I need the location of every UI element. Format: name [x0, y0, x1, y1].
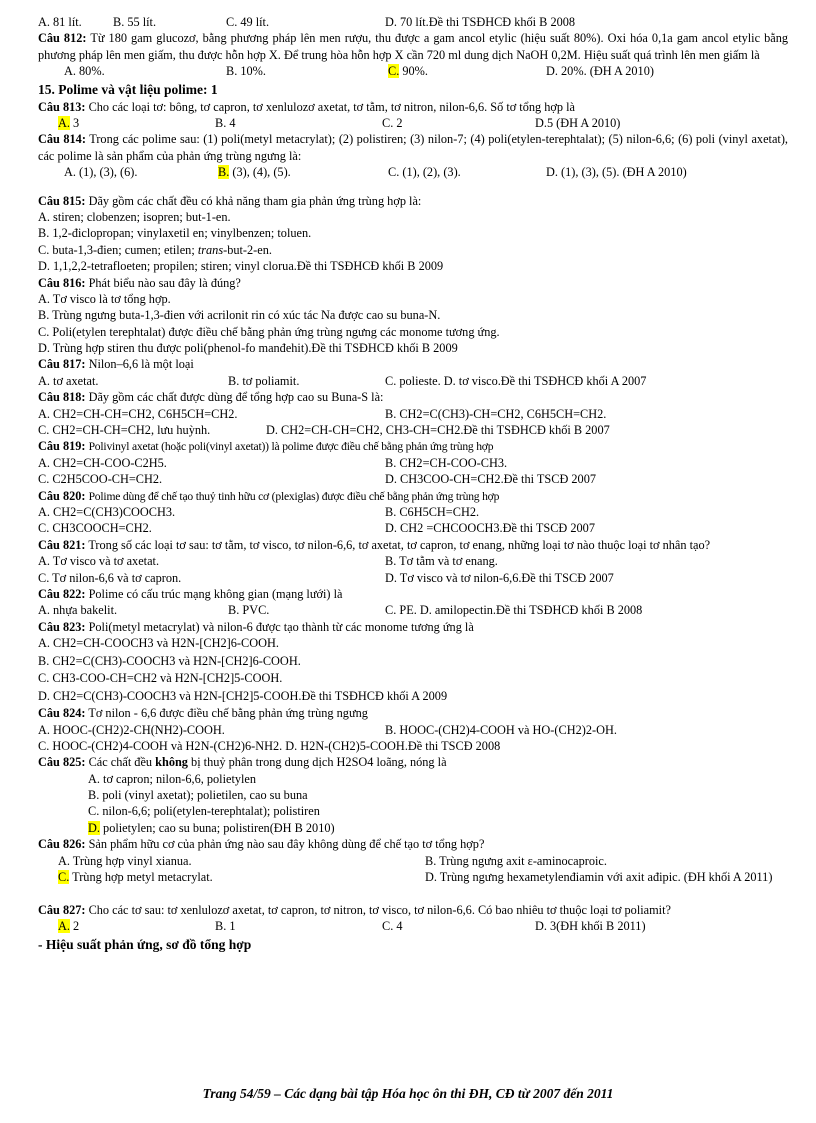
q813-stem	[38, 99, 788, 115]
q813-option-b: B. 4	[215, 115, 236, 130]
q827-option-a: A. 2	[58, 919, 80, 934]
highlighted-answer: A.	[58, 919, 70, 934]
q814-text: Trong các polime sau: (1) poli(metyl metacrylat); (2) polistiren; (3) nilon-7; (4) poli(etylen-terephtalat); (5) nilon-6,6; (6) poli (vinyl axetat), các polime là sản phẩm của phản ứng trùng ngưng là:	[38, 132, 789, 163]
q818-options-cd	[38, 422, 788, 438]
section-heading: 15. Polime và vật liệu polime: 1	[38, 81, 218, 97]
q817-option-b: B. tơ poliamit.	[228, 373, 300, 388]
q814-option-b: B. (3), (4), (5).	[218, 165, 291, 180]
q819-option-a: A. CH2=CH-COO-C2H5.	[38, 455, 167, 470]
q818-option-d: D. CH2=CH-CH=CH2, CH3-CH=CH2.Đề thi TSĐHCĐ khối B 2007	[266, 423, 610, 438]
q820-option-c: C. CH3COOCH=CH2.	[38, 521, 152, 536]
q811-option-d: D. 70 lít.Đề thi TSĐHCĐ khối B 2008	[385, 15, 576, 29]
q820-option-d: D. CH2 =CHCOOCH3.Đề thi TSCĐ 2007	[385, 521, 595, 536]
q821-option-c: C. Tơ nilon-6,6 và tơ capron.	[38, 570, 182, 585]
q816-number: Câu 816:	[38, 275, 86, 290]
q813-options	[38, 115, 788, 131]
q824-options-cd: C. HOOC-(CH2)4-COOH và H2N-(CH2)6-NH2. D. H2N-(CH2)5-COOH.Đề thi TSCĐ 2008	[38, 738, 501, 753]
q817-options	[38, 373, 788, 389]
q818-options-ab	[38, 406, 788, 422]
q822-stem	[38, 586, 788, 602]
q813-option-d: D.5 (ĐH A 2010)	[535, 115, 621, 130]
q817-number: Câu 817:	[38, 357, 86, 372]
q813-number: Câu 813:	[38, 99, 86, 114]
highlighted-answer: C.	[58, 870, 70, 885]
q824-option-a: A. HOOC-(CH2)2-CH(NH2)-COOH.	[38, 722, 225, 737]
q825-option-d: D. polietylen; cao su buna; polistiren(ĐH B 2010)	[88, 820, 335, 835]
q821-option-a: A. Tơ visco và tơ axetat.	[38, 554, 160, 569]
q814-option-c: C. (1), (2), (3).	[388, 165, 461, 180]
q823-option-b: B. CH2=C(CH3)-COOCH3 và H2N-[CH2]6-COOH.	[38, 653, 301, 668]
q826-options-ab	[38, 853, 788, 869]
q825-option-a: A. tơ capron; nilon-6,6, polietylen	[88, 771, 257, 786]
q818-option-a: A. CH2=CH-CH=CH2, C6H5CH=CH2.	[38, 406, 238, 421]
q820-options-ab	[38, 504, 788, 520]
q827-option-c: C. 4	[382, 919, 403, 934]
q820-options-cd	[38, 520, 788, 536]
q812-options	[38, 63, 788, 79]
q821-number: Câu 821:	[38, 537, 86, 552]
q819-option-c: C. C2H5COO-CH=CH2.	[38, 472, 163, 487]
q824-number: Câu 824:	[38, 706, 86, 721]
q827-text: Cho các tơ sau: tơ xenlulozơ axetat, tơ capron, tơ nitron, tơ visco, tơ nilon-6,6. Có bao nhiêu tơ thuộc loại tơ poliamit?	[88, 902, 671, 917]
spacer	[38, 181, 788, 193]
q821-text: Trong số các loại tơ sau: tơ tằm, tơ visco, tơ nilon-6,6, tơ axetat, tơ capron, tơ enang, những loại tơ nào thuộc loại tơ nhân tạo?	[88, 537, 711, 552]
q812-text: Từ 180 gam glucozơ, bằng phương pháp lên men rượu, thu được a gam ancol etylic (hiệu suất 80%). Oxi hóa 0,1a gam ancol etylic bằng phương pháp lên men giấm, thu được hỗn hợp X. Để trung hòa hỗn hợp X cần 720 ml dung dịch NaOH 0,2M. Hiệu suất quá trình lên men giấm là	[38, 31, 789, 62]
q820-option-b: B. C6H5CH=CH2.	[385, 505, 480, 519]
q812-option-a: A. 80%.	[64, 64, 105, 79]
q819-number: Câu 819:	[38, 439, 86, 454]
q823-text: Poli(metyl metacrylat) và nilon-6 được tạo thành từ các monome tương ứng là	[88, 619, 474, 634]
highlighted-answer: A.	[58, 115, 70, 130]
q819-options-ab	[38, 455, 788, 471]
q821-option-d: D. Tơ visco và tơ nilon-6,6.Đề thi TSCĐ 2007	[385, 570, 614, 585]
q821-stem	[38, 537, 788, 553]
q816-option-b: B. Trùng ngưng buta-1,3-đien với acrilonit rin có xúc tác Na được cao su buna-N.	[38, 308, 441, 323]
q812-option-d: D. 20%. (ĐH A 2010)	[546, 64, 654, 79]
q817-option-a: A. tơ axetat.	[38, 373, 99, 388]
q816-option-c: C. Poli(etylen terephtalat) được điều chế bằng phản ứng trùng ngưng các monome tương ứng.	[38, 324, 500, 339]
q826-stem	[38, 836, 788, 852]
q823-option-d: D. CH2=C(CH3)-COOCH3 và H2N-[CH2]5-COOH.Đề thi TSĐHCĐ khối A 2009	[38, 688, 448, 703]
q818-option-b: B. CH2=C(CH3)-CH=CH2, C6H5CH=CH2.	[385, 406, 607, 421]
q814-number: Câu 814:	[38, 132, 86, 147]
document-body	[38, 14, 788, 954]
q820-option-a: A. CH2=C(CH3)COOCH3.	[38, 505, 176, 519]
q813-option-a: A. 3	[58, 115, 80, 130]
q814-stem	[38, 131, 788, 164]
q811-option-a: A. 81 lít.	[38, 15, 82, 29]
q812-number: Câu 812:	[38, 31, 87, 46]
q815-number: Câu 815:	[38, 193, 86, 208]
q822-number: Câu 822:	[38, 586, 86, 601]
q826-options-cd	[38, 869, 788, 902]
q811-options	[38, 14, 788, 30]
q817-stem	[38, 356, 788, 372]
q826-option-c: C. Trùng hợp metyl metacrylat.	[58, 870, 213, 885]
q825-option-b: B. poli (vinyl axetat); polietilen, cao su buna	[88, 788, 308, 803]
q811-option-c: C. 49 lít.	[226, 15, 270, 29]
q826-option-b: B. Trùng ngưng axit ε-aminocaproic.	[425, 853, 607, 868]
q824-options-ab	[38, 722, 788, 738]
q814-option-a: A. (1), (3), (6).	[64, 165, 138, 180]
q820-number: Câu 820:	[38, 488, 86, 503]
q815-option-d: D. 1,1,2,2-tetrafloeten; propilen; stiren; vinyl clorua.Đề thi TSĐHCĐ khối B 2009	[38, 259, 444, 274]
q823-option-a: A. CH2=CH-COOCH3 và H2N-[CH2]6-COOH.	[38, 636, 279, 651]
highlighted-answer: B.	[218, 165, 230, 180]
q821-options-ab	[38, 553, 788, 569]
q827-option-d: D. 3(ĐH khối B 2011)	[535, 919, 646, 934]
q819-text: Polivinyl axetat (hoặc poli(vinyl axetat)) là polime được điều chế bằng phản ứng trùng hợp	[88, 440, 494, 454]
q826-number: Câu 826:	[38, 837, 86, 852]
q812-option-c: C. 90%.	[388, 64, 428, 79]
q815-option-b: B. 1,2-điclopropan; vinylaxetil en; vinylbenzen; toluen.	[38, 226, 312, 241]
q819-option-b: B. CH2=CH-COO-CH3.	[385, 455, 508, 470]
q825-option-c: C. nilon-6,6; poli(etylen-terephtalat); polistiren	[88, 804, 320, 819]
q819-option-d: D. CH3COO-CH=CH2.Đề thi TSCĐ 2007	[385, 472, 596, 487]
q827-number: Câu 827:	[38, 902, 86, 917]
q815-option-c: C. buta-1,3-đien; cumen; etilen; trans-but-2-en.	[38, 242, 272, 257]
highlighted-answer: D.	[88, 820, 100, 835]
q817-option-cd: C. polieste. D. tơ visco.Đề thi TSĐHCĐ khối A 2007	[385, 373, 647, 388]
q822-option-a: A. nhựa bakelit.	[38, 603, 118, 618]
q814-option-d: D. (1), (3), (5). (ĐH A 2010)	[546, 165, 687, 180]
q812-stem	[38, 30, 788, 63]
q822-option-cd: C. PE. D. amilopectin.Đề thi TSĐHCĐ khối B 2008	[385, 603, 643, 618]
q824-text: Tơ nilon - 6,6 được điều chế bằng phản ứng trùng ngưng	[88, 706, 368, 721]
q815-stem	[38, 193, 788, 209]
q813-text: Cho các loại tơ: bông, tơ capron, tơ xenlulozơ axetat, tơ tằm, tơ nitron, nilon-6,6. Số tơ tổng hợp là	[88, 99, 575, 114]
q822-text: Polime có cấu trúc mạng không gian (mạng lưới) là	[88, 586, 343, 601]
q822-options	[38, 602, 788, 618]
page-footer: Trang 54/59 – Các dạng bài tập Hóa học ôn thi ĐH, CĐ từ 2007 đến 2011	[202, 1086, 614, 1101]
q826-text: Sản phẩm hữu cơ của phản ứng nào sau đây không dùng để chế tạo tơ tổng hợp?	[88, 837, 485, 852]
q826-option-d: D. Trùng ngưng hexametylenđiamin với axit ađipic. (ĐH khối A 2011)	[425, 870, 773, 885]
q819-options-cd	[38, 471, 788, 487]
q824-option-b: B. HOOC-(CH2)4-COOH và HO-(CH2)2-OH.	[385, 722, 617, 737]
q813-option-c: C. 2	[382, 115, 403, 130]
q821-options-cd	[38, 570, 788, 586]
q827-option-b: B. 1	[215, 919, 236, 934]
q818-option-c: C. CH2=CH-CH=CH2, lưu huỳnh.	[38, 423, 211, 438]
q823-number: Câu 823:	[38, 619, 86, 634]
q820-text: Polime dùng để chế tạo thuỷ tinh hữu cơ (plexiglas) được điều chế bằng phản ứng trùng hợp	[88, 489, 500, 503]
q818-text: Dãy gồm các chất được dùng để tổng hợp cao su Buna-S là:	[88, 390, 384, 405]
q815-option-a: A. stiren; clobenzen; isopren; but-1-en.	[38, 209, 231, 224]
q816-option-a: A. Tơ visco là tơ tổng hợp.	[38, 291, 171, 306]
q824-stem	[38, 705, 788, 721]
q821-option-b: B. Tơ tằm và tơ enang.	[385, 554, 498, 569]
q811-option-b: B. 55 lít.	[113, 15, 157, 29]
q816-stem	[38, 275, 788, 291]
q812-option-b: B. 10%.	[226, 64, 266, 79]
q816-option-d: D. Trùng hợp stiren thu được poli(phenol-fo manđehit).Đề thi TSĐHCĐ khối B 2009	[38, 341, 458, 356]
q826-option-a: A. Trùng hợp vinyl xianua.	[58, 853, 192, 868]
q817-text: Nilon–6,6 là một loại	[88, 357, 194, 372]
highlighted-answer: C.	[388, 64, 400, 79]
q825-number: Câu 825:	[38, 755, 86, 770]
q827-stem	[38, 902, 788, 918]
q815-text: Dãy gồm các chất đều có khả năng tham gia phản ứng trùng hợp là:	[88, 193, 422, 208]
q820-stem	[38, 488, 788, 504]
q814-options	[38, 164, 788, 180]
q823-option-c: C. CH3-COO-CH=CH2 và H2N-[CH2]5-COOH.	[38, 671, 283, 686]
q823-stem	[38, 619, 788, 635]
q822-option-b: B. PVC.	[228, 603, 270, 618]
q818-stem	[38, 389, 788, 405]
q818-number: Câu 818:	[38, 390, 86, 405]
q816-text: Phát biểu nào sau đây là đúng?	[88, 275, 241, 290]
q827-options	[38, 918, 788, 934]
q819-stem	[38, 438, 788, 454]
subsection-heading: - Hiệu suất phản ứng, sơ đồ tổng hợp	[38, 936, 252, 952]
q825-stem: Câu 825: Các chất đều không bị thuỷ phân trong dung dịch H2SO4 loãng, nóng là	[38, 755, 447, 770]
